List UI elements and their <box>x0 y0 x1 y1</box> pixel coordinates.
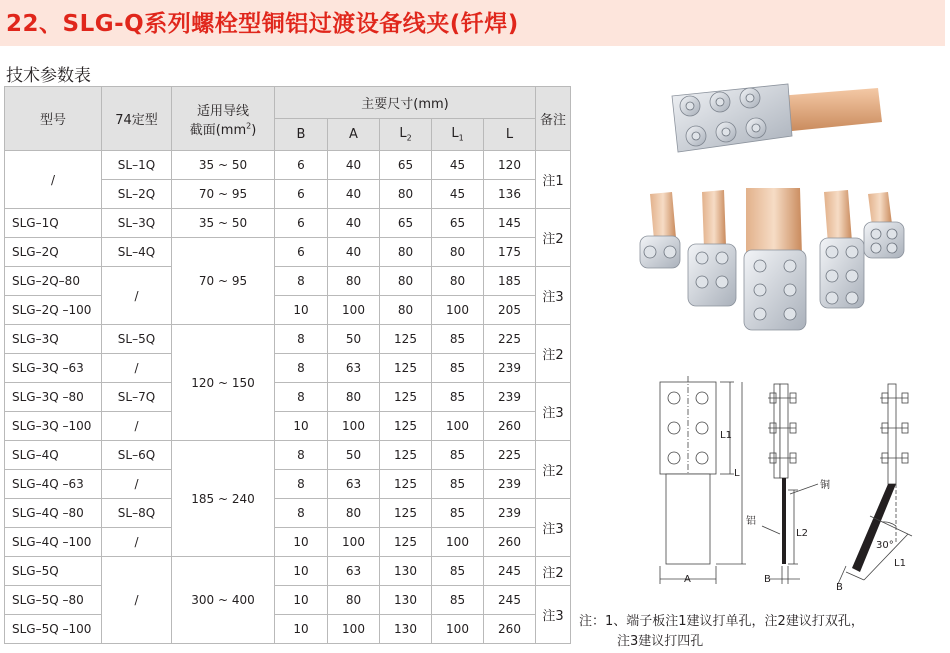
cell-74-standard: / <box>102 412 172 441</box>
cell-a: 63 <box>328 557 380 586</box>
cell-b: 10 <box>275 528 328 557</box>
cell-l: 175 <box>484 238 536 267</box>
cell-l2: 125 <box>380 499 432 528</box>
cell-a: 80 <box>328 383 380 412</box>
cell-l1: 85 <box>432 354 484 383</box>
cell-74-standard: / <box>102 528 172 557</box>
cell-74-standard: SL–6Q <box>102 441 172 470</box>
cell-l1: 80 <box>432 238 484 267</box>
cell-note: 注3 <box>536 586 571 644</box>
cell-model: SLG–3Q <box>5 325 102 354</box>
cell-a: 100 <box>328 615 380 644</box>
cell-a: 40 <box>328 180 380 209</box>
cell-l1: 85 <box>432 557 484 586</box>
cell-l2: 80 <box>380 180 432 209</box>
dim-label-b: B <box>764 574 771 585</box>
cell-a: 50 <box>328 325 380 354</box>
cell-l: 260 <box>484 528 536 557</box>
cell-a: 63 <box>328 354 380 383</box>
cell-l2: 130 <box>380 557 432 586</box>
cell-a: 50 <box>328 441 380 470</box>
table-row <box>5 238 571 267</box>
cell-l1: 45 <box>432 151 484 180</box>
cell-l: 260 <box>484 412 536 441</box>
dim-label-l1: L1 <box>720 430 732 441</box>
cell-l1: 85 <box>432 441 484 470</box>
cell-74-standard: SL–1Q <box>102 151 172 180</box>
footnote-line-1: 注：1、端子板注1建议打单孔，注2建议打双孔， <box>579 614 864 629</box>
title-bar <box>0 0 945 46</box>
cell-b: 6 <box>275 238 328 267</box>
cell-l: 239 <box>484 383 536 412</box>
cell-b: 8 <box>275 470 328 499</box>
cell-l1: 100 <box>432 528 484 557</box>
cell-a: 63 <box>328 470 380 499</box>
cell-section: 70 ~ 95 <box>172 238 275 325</box>
page-title: 22、SLG-Q系列螺栓型铜铝过渡设备线夹(钎焊) <box>6 11 519 37</box>
cell-l1: 85 <box>432 470 484 499</box>
cell-74-standard: SL–5Q <box>102 325 172 354</box>
dim-label-l: L <box>734 468 740 479</box>
header-dim-b: B <box>275 119 328 151</box>
cell-74-standard: SL–3Q <box>102 209 172 238</box>
cell-model: SLG–5Q –100 <box>5 615 102 644</box>
cell-l: 145 <box>484 209 536 238</box>
cell-model: SLG–3Q –100 <box>5 412 102 441</box>
cell-a: 40 <box>328 238 380 267</box>
cell-b: 8 <box>275 325 328 354</box>
cell-l: 120 <box>484 151 536 180</box>
cell-l: 185 <box>484 267 536 296</box>
table-row <box>5 528 571 557</box>
cell-l2: 125 <box>380 354 432 383</box>
header-dim-a: A <box>328 119 380 151</box>
table-row <box>5 586 571 615</box>
cell-section: 120 ~ 150 <box>172 325 275 441</box>
cell-l: 205 <box>484 296 536 325</box>
header-dim-l1 <box>432 119 484 151</box>
cell-section: 70 ~ 95 <box>172 180 275 209</box>
table-row <box>5 267 571 296</box>
cell-l: 260 <box>484 615 536 644</box>
table-row <box>5 412 571 441</box>
table-row <box>5 383 571 412</box>
cell-model: SLG–2Q –100 <box>5 296 102 325</box>
cell-a: 80 <box>328 267 380 296</box>
cell-model: SLG–2Q <box>5 238 102 267</box>
product-photo-family <box>630 186 910 340</box>
cell-note: 注3 <box>536 383 571 441</box>
cell-b: 8 <box>275 383 328 412</box>
cell-b: 6 <box>275 180 328 209</box>
cell-74-standard: SL–7Q <box>102 383 172 412</box>
cell-74-standard: / <box>102 354 172 383</box>
cell-l: 239 <box>484 470 536 499</box>
cell-l2: 80 <box>380 296 432 325</box>
cell-b: 10 <box>275 586 328 615</box>
cell-l2: 125 <box>380 325 432 354</box>
cell-l1: 100 <box>432 412 484 441</box>
cell-b: 8 <box>275 354 328 383</box>
table-row <box>5 151 571 180</box>
header-l1-base: L <box>451 126 459 142</box>
cell-b: 6 <box>275 209 328 238</box>
cell-model: SLG–1Q <box>5 209 102 238</box>
header-l2-sub: 2 <box>406 133 412 143</box>
cell-a: 100 <box>328 528 380 557</box>
header-note: 备注 <box>536 87 571 151</box>
cell-model: SLG–5Q <box>5 557 102 586</box>
cell-b: 10 <box>275 296 328 325</box>
product-photo-assembled <box>660 66 890 165</box>
cell-note: 注2 <box>536 325 571 383</box>
cell-l2: 125 <box>380 528 432 557</box>
spec-table <box>4 86 571 644</box>
cell-l1: 85 <box>432 383 484 412</box>
technical-drawing <box>650 376 945 596</box>
table-row <box>5 557 571 586</box>
cell-l: 239 <box>484 354 536 383</box>
cell-a: 40 <box>328 209 380 238</box>
cell-l: 245 <box>484 586 536 615</box>
header-conductor-section <box>172 87 275 151</box>
cell-l2: 125 <box>380 441 432 470</box>
cell-section: 35 ~ 50 <box>172 151 275 180</box>
header-section-sup: 2 <box>246 121 252 131</box>
cell-b: 8 <box>275 499 328 528</box>
header-l2-base: L <box>399 126 407 142</box>
cell-l2: 125 <box>380 470 432 499</box>
table-row <box>5 441 571 470</box>
cell-model: SLG–4Q –63 <box>5 470 102 499</box>
cell-note: 注1 <box>536 151 571 209</box>
cell-l2: 125 <box>380 412 432 441</box>
cell-b: 10 <box>275 615 328 644</box>
cell-model: SLG–4Q <box>5 441 102 470</box>
cell-section: 185 ~ 240 <box>172 441 275 557</box>
cell-b: 8 <box>275 441 328 470</box>
header-section-prefix: 截面(mm <box>189 122 247 138</box>
cell-l1: 45 <box>432 180 484 209</box>
cell-l1: 65 <box>432 209 484 238</box>
cell-b: 6 <box>275 151 328 180</box>
cell-l1: 85 <box>432 499 484 528</box>
cell-l2: 125 <box>380 383 432 412</box>
cell-l1: 85 <box>432 586 484 615</box>
table-row <box>5 296 571 325</box>
header-main-dimensions: 主要尺寸(mm) <box>275 87 536 119</box>
table-row <box>5 470 571 499</box>
cell-74-standard: SL–2Q <box>102 180 172 209</box>
cell-b: 8 <box>275 267 328 296</box>
cell-b: 10 <box>275 557 328 586</box>
cell-l: 225 <box>484 325 536 354</box>
footnote <box>579 612 864 652</box>
footnote-line-2: 注3建议打四孔 <box>617 634 704 649</box>
header-model: 型号 <box>5 87 102 151</box>
cell-l2: 130 <box>380 586 432 615</box>
cell-l: 239 <box>484 499 536 528</box>
cell-74-standard: SL–4Q <box>102 238 172 267</box>
cell-l1: 100 <box>432 296 484 325</box>
table-row <box>5 615 571 644</box>
label-aluminum: 铝 <box>746 516 756 527</box>
cell-note: 注3 <box>536 267 571 325</box>
cell-note: 注2 <box>536 209 571 267</box>
header-dim-l: L <box>484 119 536 151</box>
cell-a: 100 <box>328 296 380 325</box>
header-dim-l2 <box>380 119 432 151</box>
label-copper: 铜 <box>820 480 830 491</box>
table-row <box>5 499 571 528</box>
header-section-suffix: ) <box>251 122 257 138</box>
dim-label-l2: L2 <box>796 528 808 539</box>
dim-label-b-bent: B <box>836 582 843 593</box>
cell-l2: 80 <box>380 238 432 267</box>
table-row <box>5 325 571 354</box>
cell-a: 80 <box>328 499 380 528</box>
cell-section: 35 ~ 50 <box>172 209 275 238</box>
cell-model: SLG–4Q –80 <box>5 499 102 528</box>
cell-74-standard: SL–8Q <box>102 499 172 528</box>
cell-l2: 65 <box>380 209 432 238</box>
cell-74-standard: / <box>102 557 172 644</box>
section-subtitle: 技术参数表 <box>6 66 91 86</box>
dim-label-l1-bent: L1 <box>894 558 906 569</box>
cell-l1: 80 <box>432 267 484 296</box>
cell-l2: 65 <box>380 151 432 180</box>
cell-b: 10 <box>275 412 328 441</box>
header-l1-sub: 1 <box>458 133 464 143</box>
label-angle: 30° <box>876 540 894 551</box>
cell-model: SLG–2Q–80 <box>5 267 102 296</box>
cell-a: 80 <box>328 586 380 615</box>
cell-l: 225 <box>484 441 536 470</box>
cell-model: SLG–4Q –100 <box>5 528 102 557</box>
cell-section: 300 ~ 400 <box>172 557 275 644</box>
header-section-line2 <box>172 119 274 138</box>
cell-a: 40 <box>328 151 380 180</box>
cell-74-standard: / <box>102 267 172 325</box>
cell-model: SLG–3Q –63 <box>5 354 102 383</box>
cell-l: 136 <box>484 180 536 209</box>
cell-l1: 100 <box>432 615 484 644</box>
cell-model: / <box>5 151 102 209</box>
table-row <box>5 209 571 238</box>
cell-l2: 80 <box>380 267 432 296</box>
cell-l2: 130 <box>380 615 432 644</box>
cell-note: 注2 <box>536 557 571 586</box>
cell-a: 100 <box>328 412 380 441</box>
cell-l1: 85 <box>432 325 484 354</box>
dim-label-a: A <box>684 574 691 585</box>
cell-note: 注2 <box>536 441 571 499</box>
table-row <box>5 354 571 383</box>
cell-l: 245 <box>484 557 536 586</box>
cell-74-standard: / <box>102 470 172 499</box>
header-section-line1: 适用导线 <box>196 103 249 119</box>
header-74-standard: 74定型 <box>102 87 172 151</box>
cell-model: SLG–5Q –80 <box>5 586 102 615</box>
cell-note: 注3 <box>536 499 571 557</box>
cell-model: SLG–3Q –80 <box>5 383 102 412</box>
